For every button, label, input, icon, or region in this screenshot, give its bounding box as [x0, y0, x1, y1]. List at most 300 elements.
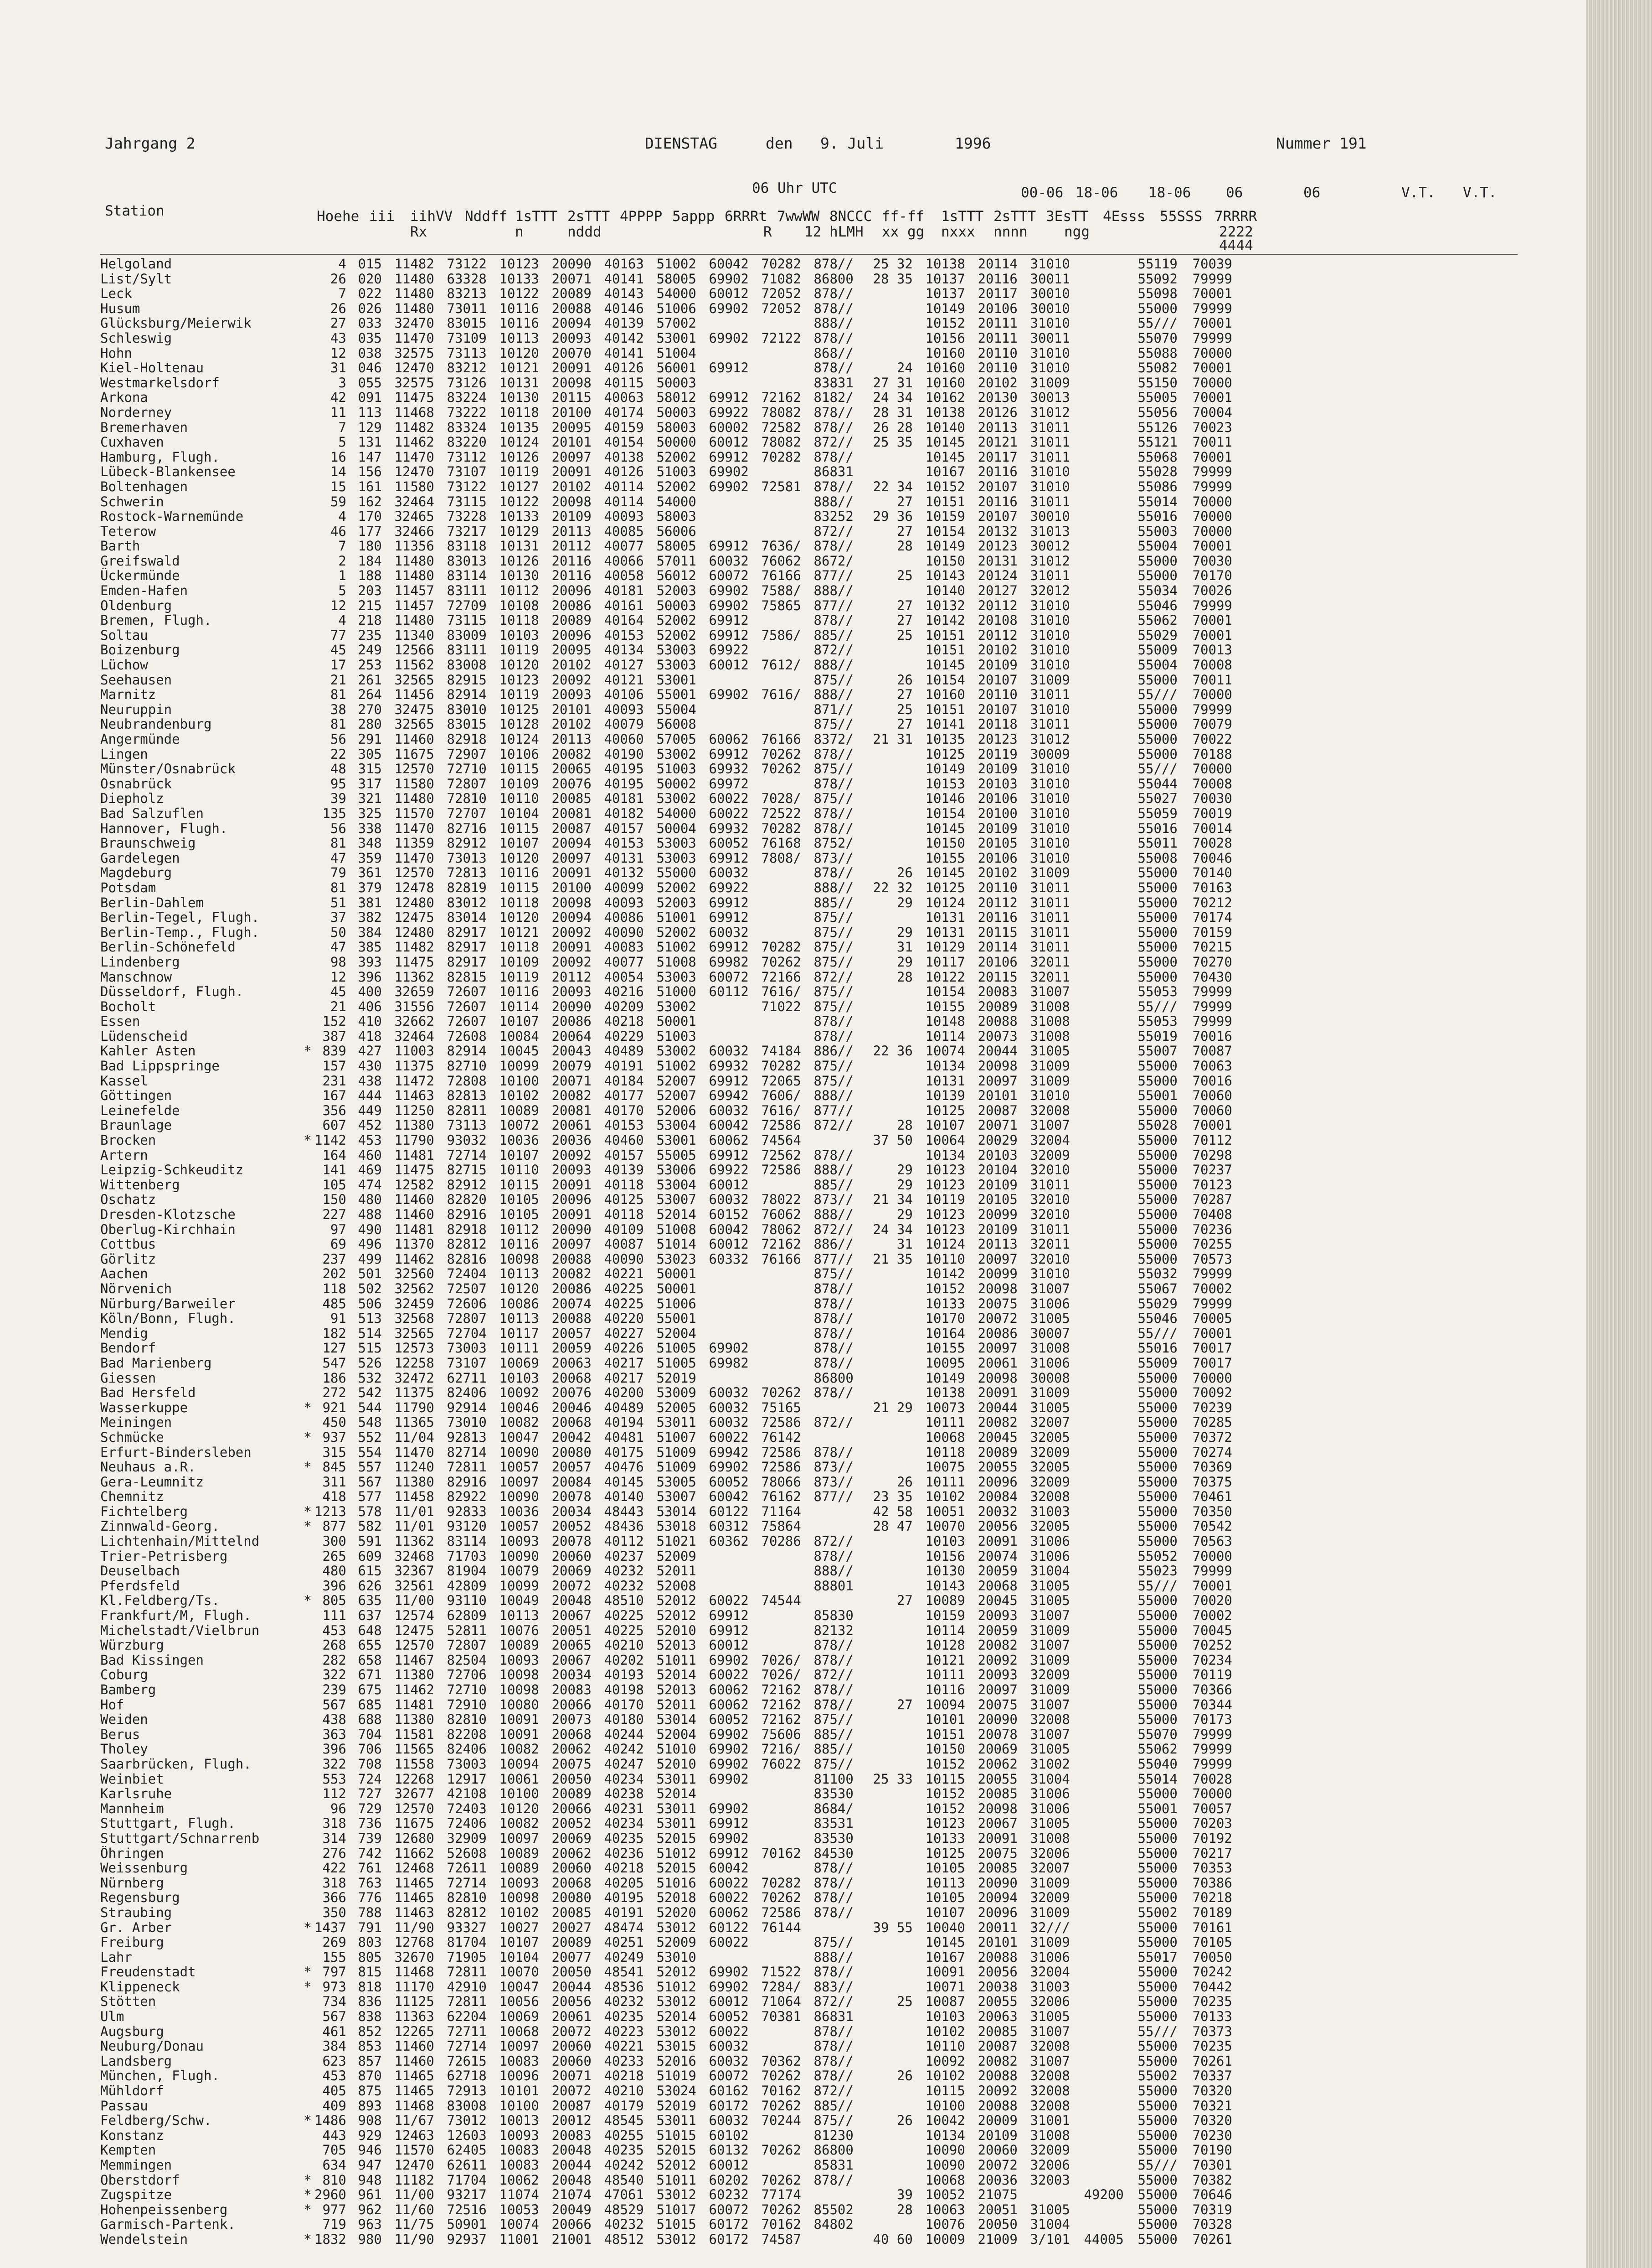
cell-bnccc: 877//	[813, 1251, 854, 1267]
cell-rrr: 60032	[709, 1385, 749, 1400]
cell-ww	[749, 1563, 801, 1579]
cell-nddff: 32909	[447, 1831, 487, 1846]
cell-nddff: 83008	[447, 658, 487, 673]
table-row	[100, 390, 1232, 405]
cell-ff	[854, 301, 913, 316]
cell-iii: 129	[358, 420, 382, 435]
cell-iihvv: 11462	[394, 1682, 434, 1697]
cell-ff: 28 31	[873, 405, 913, 420]
cell-nddff: 83015	[447, 316, 487, 331]
cell-ff: 31	[896, 1237, 913, 1252]
cell-bnccc: 888//	[813, 1563, 854, 1579]
cell-t1: 10092	[499, 1385, 539, 1400]
cell-mark	[301, 673, 314, 688]
cell-mark	[301, 1905, 314, 1920]
table-row	[100, 1519, 1232, 1534]
cell-tx: 10152	[925, 1281, 965, 1296]
cell-bnccc: 875//	[813, 791, 854, 806]
table-row	[100, 2217, 1232, 2232]
cell-mark	[301, 1712, 314, 1727]
cell-e: 32006	[1030, 2158, 1070, 2173]
cell-iii: 361	[358, 865, 382, 880]
cell-station: Mendig	[100, 1326, 148, 1341]
cell-pppp: 40236	[604, 1846, 644, 1861]
cell-sss: 55004	[1137, 539, 1178, 554]
cell-iii: 542	[358, 1385, 382, 1400]
cell-pppp: 40237	[604, 1548, 644, 1564]
cell-tx: 10139	[925, 1088, 965, 1103]
cell-e: 32010	[1030, 1251, 1070, 1267]
cell-e: 31011	[1030, 910, 1070, 925]
cell-station: Landsberg	[100, 2053, 172, 2069]
cell-hoehe: 105	[322, 1177, 346, 1193]
cell-esss	[1070, 316, 1124, 331]
cell-appp: 51012	[656, 1979, 696, 1995]
cell-tn: 20109	[978, 658, 1018, 673]
cell-rrrr: 79999	[1192, 1742, 1232, 1757]
cell-nddff: 72714	[447, 1875, 487, 1891]
cell-e: 31005	[1030, 1742, 1070, 1757]
cell-tn: 20123	[978, 732, 1018, 747]
cell-station: Düsseldorf, Flugh.	[100, 984, 244, 999]
cell-sss: 55008	[1137, 850, 1178, 866]
cell-nddff: 72406	[447, 1816, 487, 1831]
cell-t2: 20072	[551, 2083, 592, 2098]
cell-mark	[301, 1088, 314, 1103]
cell-pppp: 40077	[604, 954, 644, 970]
cell-nddff: 82811	[447, 1103, 487, 1118]
cell-esss	[1070, 2143, 1124, 2158]
cell-mark	[301, 316, 314, 331]
cell-t2: 20085	[551, 1905, 592, 1920]
cell-nddff: 82208	[447, 1727, 487, 1742]
cell-sss: 55070	[1137, 330, 1178, 346]
cell-hoehe: 127	[322, 1341, 346, 1356]
cell-ff	[854, 1757, 913, 1772]
cell-hoehe: 1	[338, 568, 346, 584]
cell-rrrr: 70000	[1192, 1370, 1232, 1386]
cell-station: Schmücke	[100, 1430, 164, 1445]
table-row	[100, 702, 1232, 717]
cell-tx: 10145	[925, 435, 965, 450]
cell-t1: 10105	[499, 1207, 539, 1222]
cell-t2: 20094	[551, 316, 592, 331]
cell-e: 31008	[1030, 2128, 1070, 2143]
cell-tn: 20110	[978, 345, 1018, 361]
cell-mark	[301, 1697, 314, 1713]
cell-pppp: 40118	[604, 1207, 644, 1222]
cell-pppp: 40226	[604, 1341, 644, 1356]
cell-hoehe: 21	[330, 999, 346, 1014]
cell-tn: 20050	[978, 2217, 1018, 2232]
cell-bnccc: 8372/	[813, 732, 854, 747]
cell-mark: *	[304, 2202, 312, 2217]
cell-e: 31008	[1030, 999, 1070, 1014]
cell-tn: 20109	[978, 1222, 1018, 1237]
table-row	[100, 1712, 1232, 1727]
table-row	[100, 1742, 1232, 1757]
cell-tx: 10134	[925, 1059, 965, 1074]
cell-pppp: 40146	[604, 301, 644, 316]
cell-tx: 10167	[925, 464, 965, 479]
cell-tx: 10152	[925, 1756, 965, 1772]
cell-rrrr: 70173	[1192, 1712, 1232, 1727]
cell-station: Schleswig	[100, 330, 172, 346]
cell-t2: 20071	[551, 1073, 592, 1089]
cell-t2: 20093	[551, 330, 592, 346]
cell-rrr: 69912	[709, 940, 749, 955]
cell-sss: 55011	[1137, 836, 1178, 851]
cell-rrrr: 70001	[1192, 390, 1232, 405]
cell-iii: 724	[358, 1771, 382, 1787]
cell-nddff: 72907	[447, 746, 487, 762]
cell-t2: 20093	[551, 1162, 592, 1178]
table-row	[100, 1549, 1232, 1564]
cell-tn: 20109	[978, 2128, 1018, 2143]
cell-tn: 20099	[978, 1207, 1018, 1222]
cell-station: Bremerhaven	[100, 420, 188, 435]
cell-hoehe: 5	[338, 435, 346, 450]
cell-e: 31007	[1030, 1118, 1070, 1133]
cell-esss	[1070, 1385, 1124, 1400]
cell-iii: 438	[358, 1073, 382, 1089]
cell-rrr: 60012	[709, 1638, 749, 1653]
cell-rrr: 69912	[709, 390, 749, 405]
cell-rrrr: 70366	[1192, 1682, 1232, 1697]
cell-hoehe: 5	[338, 583, 346, 598]
cell-iihvv: 11/90	[394, 2232, 434, 2247]
cell-station: Rostock-Warnemünde	[100, 509, 244, 524]
cell-nddff: 82922	[447, 1489, 487, 1504]
cell-e: 31003	[1030, 1504, 1070, 1519]
cell-tx: 10113	[925, 1875, 965, 1891]
cell-hoehe: 4	[338, 509, 346, 524]
cell-rrrr: 79999	[1192, 330, 1232, 346]
cell-iihvv: 12478	[394, 880, 434, 895]
cell-tx: 10125	[925, 1103, 965, 1118]
cell-t2: 20112	[551, 969, 592, 985]
cell-bnccc: 872//	[813, 1994, 854, 2010]
cell-station: Garmisch-Partenk.	[100, 2217, 236, 2232]
cell-t2: 20034	[551, 1667, 592, 1682]
cell-ww: 75864	[761, 1519, 801, 1534]
cell-iihvv: 11480	[394, 568, 434, 584]
cell-rrr: 69942	[709, 1445, 749, 1460]
cell-esss	[1070, 257, 1124, 272]
cell-tx: 10107	[925, 1905, 965, 1920]
cell-appp: 53023	[656, 1251, 696, 1267]
cell-bnccc: 878//	[813, 2068, 854, 2084]
cell-sss: 55001	[1137, 1801, 1178, 1816]
cell-t2: 20048	[551, 1593, 592, 1609]
cell-nddff: 73107	[447, 464, 487, 479]
cell-nddff: 72710	[447, 1682, 487, 1697]
cell-sss: 55000	[1137, 1994, 1178, 2010]
cell-sss: 55150	[1137, 375, 1178, 391]
cell-appp: 58003	[656, 509, 696, 524]
cell-sss: 55000	[1137, 865, 1178, 880]
cell-iii: 396	[358, 969, 382, 985]
cell-hoehe: 363	[322, 1727, 346, 1742]
cell-ww: 76166	[761, 732, 801, 747]
table-row	[100, 940, 1232, 955]
cell-esss	[1070, 836, 1124, 851]
cell-station: Neuhaus a.R.	[100, 1460, 196, 1475]
cell-ff: 29	[896, 1207, 913, 1222]
cell-nddff: 42910	[447, 1979, 487, 1995]
cell-appp: 52016	[656, 2053, 696, 2069]
cell-nddff: 72607	[447, 1014, 487, 1029]
cell-e: 31008	[1030, 1029, 1070, 1044]
cell-t2: 20052	[551, 1519, 592, 1534]
cell-bnccc: 85830	[813, 1608, 854, 1623]
cell-esss	[1070, 450, 1124, 465]
table-row	[100, 1593, 1232, 1608]
cell-t1: 10120	[499, 1281, 539, 1296]
cell-t2: 20098	[551, 895, 592, 910]
cell-pppp: 40481	[604, 1430, 644, 1445]
cell-rrr	[696, 1549, 749, 1564]
cell-tn: 20119	[978, 746, 1018, 762]
table-row	[100, 791, 1232, 806]
cell-sss: 55000	[1137, 2217, 1178, 2232]
cell-rrr: 60072	[709, 2068, 749, 2084]
cell-rrr: 69902	[709, 1652, 749, 1668]
cell-e: 31011	[1030, 1177, 1070, 1193]
cell-pppp: 40489	[604, 1044, 644, 1059]
cell-mark	[301, 910, 314, 925]
cell-tn: 20089	[978, 999, 1018, 1014]
cell-iii: 452	[358, 1118, 382, 1133]
cell-tn: 20059	[978, 1623, 1018, 1638]
cell-iihvv: 11480	[394, 791, 434, 806]
cell-esss	[1070, 479, 1124, 494]
cell-hoehe: 37	[330, 910, 346, 925]
cell-ww	[749, 2039, 801, 2054]
cell-esss	[1070, 1281, 1124, 1296]
cell-rrrr: 70320	[1192, 2113, 1232, 2128]
cell-ff	[854, 1980, 913, 1995]
cell-ww: 72052	[761, 301, 801, 316]
cell-t2: 20057	[551, 1460, 592, 1475]
cell-iihvv: 11472	[394, 1073, 434, 1089]
cell-ff: 27	[896, 494, 913, 509]
cell-ff: 29	[896, 925, 913, 940]
cell-hoehe: 3	[338, 375, 346, 391]
cell-ff	[854, 761, 913, 777]
group-header-4: 06	[1226, 185, 1243, 201]
cell-bnccc: 878//	[813, 539, 854, 554]
cell-t1: 10120	[499, 910, 539, 925]
cell-rrr	[696, 1326, 749, 1341]
cell-mark	[301, 554, 314, 569]
cell-t2: 20116	[551, 553, 592, 569]
cell-iii: 685	[358, 1697, 382, 1713]
cell-tn: 20038	[978, 1979, 1018, 1995]
cell-iii: 761	[358, 1861, 382, 1876]
table-row	[100, 717, 1232, 732]
cell-hoehe: 231	[322, 1073, 346, 1089]
cell-mark	[301, 1757, 314, 1772]
cell-tn: 20096	[978, 1905, 1018, 1920]
cell-t1: 10116	[499, 1237, 539, 1252]
cell-iihvv: 12570	[394, 865, 434, 880]
cell-esss	[1070, 1475, 1124, 1490]
cell-ff: 31	[896, 940, 913, 955]
cell-sss: 55000	[1137, 1385, 1178, 1400]
cell-ww: 75165	[761, 1400, 801, 1415]
cell-tx: 10102	[925, 2068, 965, 2084]
cell-iii: 763	[358, 1875, 382, 1891]
cell-esss	[1070, 1400, 1124, 1415]
cell-iihvv: 11470	[394, 1445, 434, 1460]
cell-pppp: 40175	[604, 1445, 644, 1460]
cell-ww: 74544	[761, 1593, 801, 1609]
cell-appp: 51006	[656, 301, 696, 316]
cell-hoehe: 111	[322, 1608, 346, 1623]
cell-sss: 55000	[1137, 1207, 1178, 1222]
cell-ww	[749, 1311, 801, 1326]
table-row	[100, 1311, 1232, 1326]
cell-mark	[301, 1623, 314, 1638]
cell-nddff: 73122	[447, 257, 487, 272]
cell-e: 31009	[1030, 1682, 1070, 1697]
cell-rrrr: 79999	[1192, 984, 1232, 999]
weather-report-sheet	[100, 134, 1518, 2247]
cell-hoehe: 453	[322, 2068, 346, 2084]
cell-tx: 10145	[925, 1935, 965, 1950]
cell-iii: 131	[358, 435, 382, 450]
cell-t1: 10082	[499, 1816, 539, 1831]
table-row	[100, 1222, 1232, 1237]
cell-rrrr: 70321	[1192, 2098, 1232, 2114]
cell-sss: 55000	[1137, 940, 1178, 955]
cell-tn: 20111	[978, 330, 1018, 346]
table-row	[100, 1162, 1232, 1178]
cell-iihvv: 11465	[394, 1875, 434, 1891]
cell-iii: 815	[358, 1965, 382, 1980]
cell-iii: 514	[358, 1326, 382, 1341]
col-ttt2: 2sTTT	[567, 208, 610, 225]
table-row	[100, 1237, 1232, 1252]
cell-mark	[301, 687, 314, 702]
cell-iii: 249	[358, 643, 382, 658]
cell-hoehe: 461	[322, 2024, 346, 2039]
table-row	[100, 450, 1232, 465]
table-row	[100, 1252, 1232, 1267]
cell-esss	[1070, 851, 1124, 866]
cell-ww: 71064	[761, 1994, 801, 2010]
cell-bnccc	[801, 1593, 854, 1608]
table-row	[100, 955, 1232, 970]
cell-tx: 10064	[925, 1133, 965, 1148]
cell-t1: 10084	[499, 1029, 539, 1044]
cell-pppp: 40153	[604, 1118, 644, 1133]
cell-appp: 53014	[656, 1712, 696, 1727]
cell-pppp: 40205	[604, 1875, 644, 1891]
cell-station: Bremen, Flugh.	[100, 613, 212, 628]
cell-station: Bamberg	[100, 1682, 156, 1697]
cell-iihvv: 11462	[394, 435, 434, 450]
col-ff: ff-ff	[882, 208, 925, 225]
cell-e: 30010	[1030, 509, 1070, 524]
cell-rrr: 60062	[709, 1133, 749, 1148]
cell-t2: 20036	[551, 1133, 592, 1148]
cell-nddff: 83009	[447, 627, 487, 643]
cell-iihvv: 11470	[394, 449, 434, 465]
cell-ff	[854, 999, 913, 1014]
cell-iii: 406	[358, 999, 382, 1014]
col-nccc-sub: hLMH	[829, 224, 864, 240]
cell-rrr: 60012	[709, 2158, 749, 2173]
cell-t1: 10106	[499, 746, 539, 762]
cell-rrr	[696, 1266, 749, 1281]
cell-rrr	[696, 673, 749, 688]
cell-bnccc: 878//	[813, 2039, 854, 2054]
cell-t1: 10115	[499, 1177, 539, 1193]
cell-rrrr: 70192	[1192, 1831, 1232, 1846]
cell-pppp: 40476	[604, 1460, 644, 1475]
cell-hoehe: 567	[322, 1697, 346, 1713]
cell-nddff: 12917	[447, 1771, 487, 1787]
cell-mark	[301, 836, 314, 851]
cell-pppp: 40161	[604, 598, 644, 613]
cell-pppp: 40170	[604, 1103, 644, 1118]
cell-iihvv: 32677	[394, 1786, 434, 1801]
cell-sss: 55000	[1137, 1504, 1178, 1519]
cell-nddff: 73112	[447, 449, 487, 465]
cell-ff	[854, 658, 913, 673]
cell-tx: 10110	[925, 1251, 965, 1267]
cell-rrr	[696, 1311, 749, 1326]
cell-t1: 10123	[499, 257, 539, 272]
cell-t1: 10102	[499, 1088, 539, 1103]
cell-appp: 53005	[656, 1474, 696, 1490]
cell-station: Köln/Bonn, Flugh.	[100, 1311, 236, 1326]
cell-t1: 10112	[499, 583, 539, 598]
col-tx: 1sTTT	[941, 208, 984, 225]
table-row	[100, 2232, 1232, 2247]
cell-tx: 10110	[925, 2039, 965, 2054]
cell-bnccc: 878//	[813, 1147, 854, 1163]
cell-tx: 10063	[925, 2202, 965, 2217]
cell-iii: 776	[358, 1890, 382, 1905]
cell-ff	[854, 1950, 913, 1965]
cell-tn: 20123	[978, 539, 1018, 554]
cell-mark	[301, 1118, 314, 1133]
cell-t2: 20086	[551, 1281, 592, 1296]
cell-rrrr: 70016	[1192, 1029, 1232, 1044]
cell-iii: 430	[358, 1059, 382, 1074]
cell-t1: 10122	[499, 494, 539, 509]
cell-station: Karlsruhe	[100, 1786, 172, 1801]
cell-nddff: 73115	[447, 613, 487, 628]
cell-iihvv: 11475	[394, 390, 434, 405]
table-row	[100, 658, 1232, 673]
cell-nddff: 62711	[447, 1370, 487, 1386]
cell-ww: 72162	[761, 1237, 801, 1252]
cell-rrrr: 70319	[1192, 2202, 1232, 2217]
cell-appp: 52002	[656, 613, 696, 628]
cell-iihvv: 11460	[394, 1207, 434, 1222]
cell-t1: 10098	[499, 1667, 539, 1682]
cell-station: Klippeneck	[100, 1979, 180, 1995]
cell-appp: 56001	[656, 360, 696, 375]
cell-appp: 53001	[656, 330, 696, 346]
cell-mark: *	[304, 1133, 312, 1148]
cell-t2: 20064	[551, 1029, 592, 1044]
cell-t1: 10118	[499, 613, 539, 628]
